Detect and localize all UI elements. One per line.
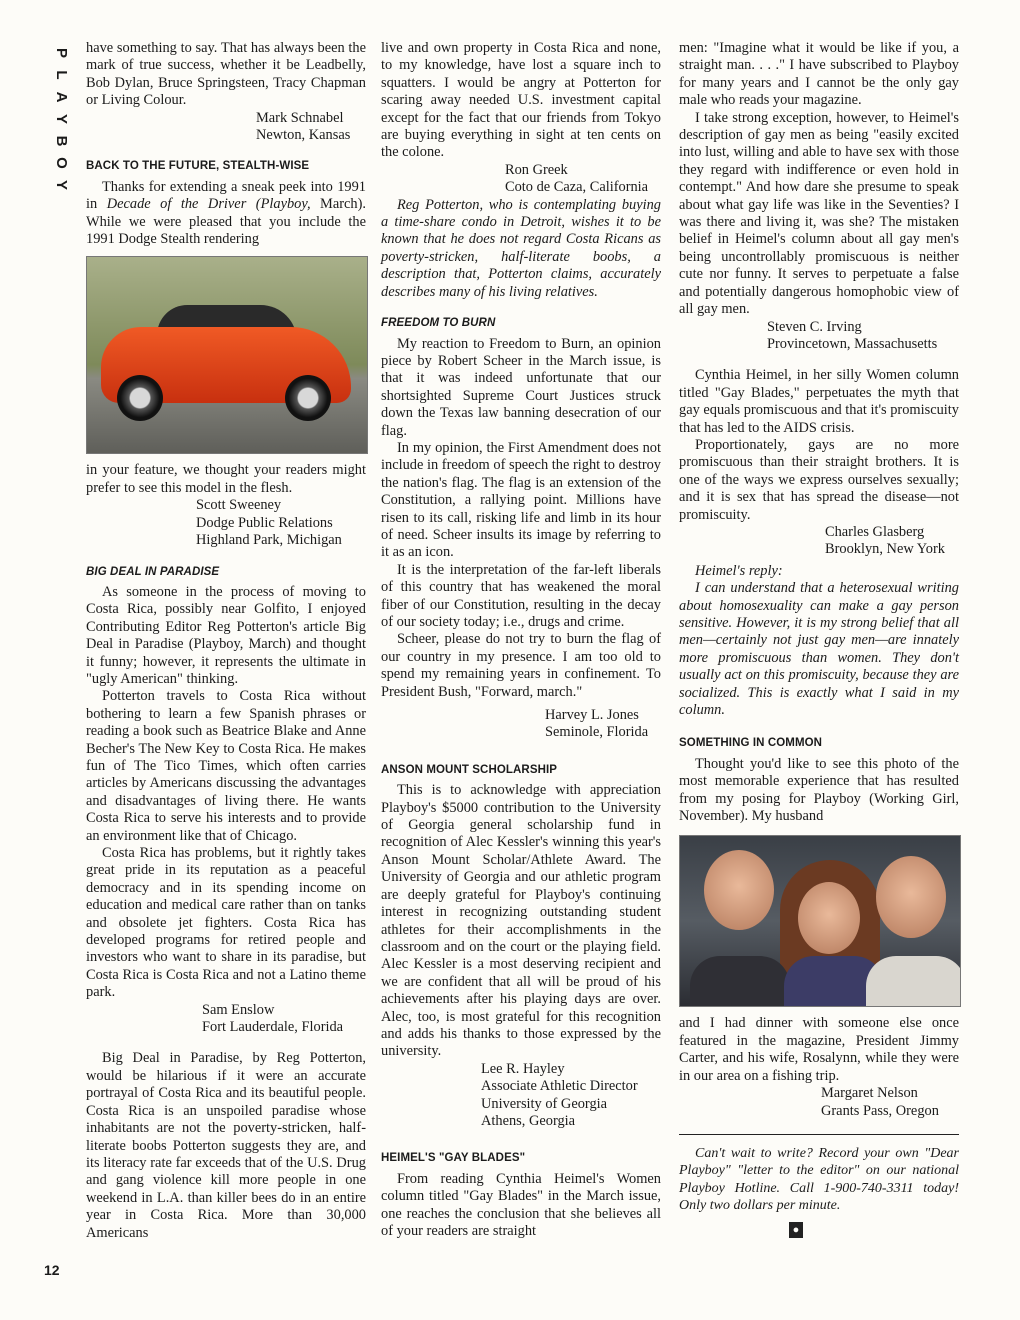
carter-dinner-photo <box>679 835 961 1007</box>
letter-paragraph: From reading Cynthia Heimel's Women column titled "Gay Blades" in the March issue, one reaches the conclusion that she believes all of your readers are straight <box>381 1170 661 1239</box>
face-shape <box>704 850 774 930</box>
signature-jones <box>545 707 661 742</box>
signature-greek <box>505 162 661 197</box>
signature-title: Dodge Public Relations <box>196 514 333 531</box>
signature-nelson <box>821 1085 959 1120</box>
wordmark-letter: Y <box>53 179 70 190</box>
page-number: 12 <box>44 1262 60 1278</box>
letter-paragraph: Cynthia Heimel, in her silly Women column titled "Gay Blades," perpetuates the myth that gay equals promiscuous and that it's promiscuity that has led to the AIDS crisis. <box>679 367 959 436</box>
signature-glasberg <box>825 524 959 559</box>
column-3 <box>679 40 959 1238</box>
letter-paragraph: Proportionately, gays are no more promiscuous than their straight brothers. It is one of the ways we express ourselves sexually; and it is sex that has spread the disease—not promiscuity. <box>679 436 959 523</box>
text-run: March). While we were pleased that you include the 1991 Dodge Stealth rendering <box>86 196 366 248</box>
signature-name: Margaret Nelson <box>821 1085 918 1102</box>
face-shape <box>798 882 860 954</box>
section-heading-scholarship: ANSON MOUNT SCHOLARSHIP <box>381 763 558 776</box>
letter-paragraph: I take strong exception, however, to Heimel's description of gay men as being "easily excited into lust, willing and able to have sex with those they regard with indifference or even hold in contempt." And how dare she presume to speak about what gay life was like in the Seventies? I was there and living it, was she? The mistaken belief in Heimel's column about all gay men's being uncontrollably promiscuous is neither cute nor funny. It serves to perpetuate a false and potentially dangerous homophobic view of all gay men. <box>679 109 959 318</box>
section-heading-stealth: BACK TO THE FUTURE, STEALTH-WISE <box>86 160 310 173</box>
letter-paragraph: In my opinion, the First Amendment does not include in freedom of speech the right to destroy the nation's flag. The flag is an extension of the Constitution, a rallying point. Millions have risen to its call, risking life and limb in its hour of need. Scheer insults its image by referring to it as an icon. <box>381 439 661 561</box>
letter-paragraph: Potterton travels to Costa Rica without bothering to learn a few Spanish phrases or reading a book such as Beatrice Blake and Anne Becher's The New Key to Costa Rica. He makes fun of The Tico Times, which often carries articles by Americans discussing the advantages and disadvantages of living there. He wants Costa Rica to serve his interests and to provide an environment like that of Chicago. <box>86 688 366 844</box>
signature-location: Coto de Caza, California <box>505 179 649 196</box>
signature-hayley <box>481 1061 661 1131</box>
signature-location: Highland Park, Michigan <box>196 532 342 549</box>
car-wheel <box>285 375 331 421</box>
letter-paragraph: Big Deal in Paradise, by Reg Potterton, would be hilarious if it were an accurate portrayal of Costa Rica and its beautiful people. Costa Rica is an unspoiled paradise whose inhabitants are not the poverty-stricken, half-literate boobs Potterton suggests they are, and its literacy rate far exceeds that of the U.S. Drug and gang violence kill more people in one weekend in L.A. than killer bees do in an entire year in Costa Rica. More than 30,000 Americans <box>86 1050 366 1241</box>
bunny-logo <box>679 1221 959 1238</box>
wordmark-letter: B <box>53 135 70 147</box>
signature-name: Scott Sweeney <box>196 497 282 514</box>
letter-paragraph: live and own property in Costa Rica and none, to my knowledge, have lost a square inch to squatters. I would be angry at Potterton for scaring away needed U.S. investment capital except for the fact that our friends from Tokyo are buying everything in sight at ten cents on the colone. <box>381 40 661 161</box>
signature-irving <box>767 319 959 354</box>
divider-rule <box>679 1134 959 1135</box>
letter-paragraph: My reaction to Freedom to Burn, an opinion piece by Robert Scheer in the March issue, is that it was indeed unfortunate that our shortsighted Supreme Court Justices struck down the Texas law banning desecration of our flag. <box>381 335 661 439</box>
text-run: Thanks for extending a sneak peek into 1991 in <box>86 178 366 213</box>
letter-paragraph: Scheer, please do not try to burn the flag of our country in my presence. I am too old to spend my remaining years in confinement. To President Bush, "Forward, march." <box>381 631 661 700</box>
signature-name: Charles Glasberg <box>825 523 925 540</box>
hotline-promo: Can't wait to write? Record your own "Dear Playboy" "letter to the editor" on our national Playboy Hotline. Call 1-900-740-3311 today! Only two dollars per minute. <box>679 1145 959 1214</box>
dodge-stealth-photo <box>86 256 368 454</box>
signature-name: Steven C. Irving <box>767 318 862 335</box>
wordmark-letter: L <box>53 70 70 80</box>
section-heading-common: SOMETHING IN COMMON <box>679 737 823 750</box>
signature-location: Brooklyn, New York <box>825 541 945 558</box>
signature-org: University of Georgia <box>481 1095 608 1112</box>
signature-name: Lee R. Hayley <box>481 1060 565 1077</box>
letter-paragraph: in your feature, we thought your readers might prefer to see this model in the flesh. <box>86 462 366 496</box>
letter-paragraph: have something to say. That has always been the mark of true success, whether it be Leadbelly, Bob Dylan, Bruce Springsteen, Tracy Chapman or Living Colour. <box>86 40 366 109</box>
signature-title: Associate Athletic Director <box>481 1078 638 1095</box>
signature-enslow <box>202 1002 366 1037</box>
column-1 <box>86 40 366 1242</box>
face-shape <box>876 856 946 938</box>
wordmark-letter: O <box>53 157 70 169</box>
article-title: Decade of the Driver (Playboy, <box>106 196 311 213</box>
signature-sweeney <box>196 497 366 549</box>
wordmark-letter: P <box>53 47 70 58</box>
signature-location: Grants Pass, Oregon <box>821 1102 939 1119</box>
letter-paragraph: men: "Imagine what it would be like if you, a straight man. . . ." I have subscribed to Playboy for many years and I cannot be the only gay male who reads your magazine. <box>679 40 959 109</box>
letter-paragraph: Costa Rica has problems, but it rightly takes great pride in its reputation as a peaceful democracy and in its spending income on education and medical care rather than on tanks and obsolete jet fighters. Costa Rica has developed programs for retired people and investors who want to share in its paradise, but Costa Rica is Costa Rica and not a Latino theme park. <box>86 845 366 1001</box>
reply-label: Heimel's reply: <box>695 562 783 579</box>
bunny-icon: ● <box>789 1222 803 1238</box>
editor-note: Reg Potterton, who is contemplating buying a time-share condo in Detroit, wishes it to be known that he does not regard Costa Ricans as poverty-stricken, half-literate boobs, a description that, Potterton claims, accurately describes many of his living relatives. <box>381 196 661 300</box>
signature-location: Newton, Kansas <box>256 127 351 144</box>
section-heading-burn: FREEDOM TO BURN <box>381 317 496 330</box>
letter-paragraph: and I had dinner with someone else once featured in the magazine, President Jimmy Carter, and his wife, Rosalynn, while they were in our area on a fishing trip. <box>679 1015 959 1084</box>
signature-location: Seminole, Florida <box>545 724 649 741</box>
letter-paragraph: This is to acknowledge with appreciation Playboy's $5000 contribution to the University of Georgia general scholarship fund in recognition of Alec Kessler's winning this year's Anson Mount Scholar/Athlete Award. The University of Georgia and our athletic program are deeply grateful for Playboy's continuing interest in recognizing outstanding student athletes for their accomplishments in the classroom and on the court or the playing field. Alec Kessler is a most deserving recipient and we are confident that all will be proud of his achievements after his playing days are over. Alec, too, is most grateful for this recognition and adds his thanks to those expressed by the university. <box>381 782 661 1060</box>
letter-paragraph: As someone in the process of moving to Costa Rica, possibly near Golfito, I enjoyed Contributing Editor Reg Potterton's article Big Deal in Paradise (Playboy, March) and thought it funny; however, it represents the ultimate in "ugly American" thinking. <box>86 583 366 687</box>
editor-reply: I can understand that a heterosexual writing about homosexuality can make a gay person sensitive. However, it is my strong belief that all men—certainly not just gay men—are innately more promiscuous than women. They don't usually act on this promiscuity, because they are socialized. This is exactly what I said in my column. <box>679 580 959 719</box>
signature-name: Sam Enslow <box>202 1001 275 1018</box>
letter-paragraph <box>86 179 366 249</box>
section-heading-paradise: BIG DEAL IN PARADISE <box>86 565 220 578</box>
column-2 <box>381 40 661 1240</box>
signature-location: Provincetown, Massachusetts <box>767 335 938 352</box>
playboy-vertical-wordmark <box>46 42 76 196</box>
section-heading-gay-blades: HEIMEL'S "GAY BLADES" <box>381 1152 526 1165</box>
signature-name: Ron Greek <box>505 161 568 178</box>
car-wheel <box>117 375 163 421</box>
signature-location: Fort Lauderdale, Florida <box>202 1019 344 1036</box>
shirt-shape <box>690 956 790 1007</box>
signature-name: Harvey L. Jones <box>545 707 639 724</box>
wordmark-letter: A <box>53 91 70 103</box>
shirt-shape <box>866 956 961 1007</box>
signature-name: Mark Schnabel <box>256 109 344 126</box>
wordmark-letter: Y <box>53 113 70 124</box>
letter-paragraph: Thought you'd like to see this photo of the most memorable experience that has resulted from my posing for Playboy (Working Girl, November). My husband <box>679 755 959 825</box>
letter-paragraph: It is the interpretation of the far-left liberals of this country that has weakened the moral fiber of our Constitution, resulting in the decay of our society today; i.e., drugs and crime. <box>381 561 661 630</box>
signature-schnabel <box>256 110 366 145</box>
signature-location: Athens, Georgia <box>481 1112 576 1129</box>
